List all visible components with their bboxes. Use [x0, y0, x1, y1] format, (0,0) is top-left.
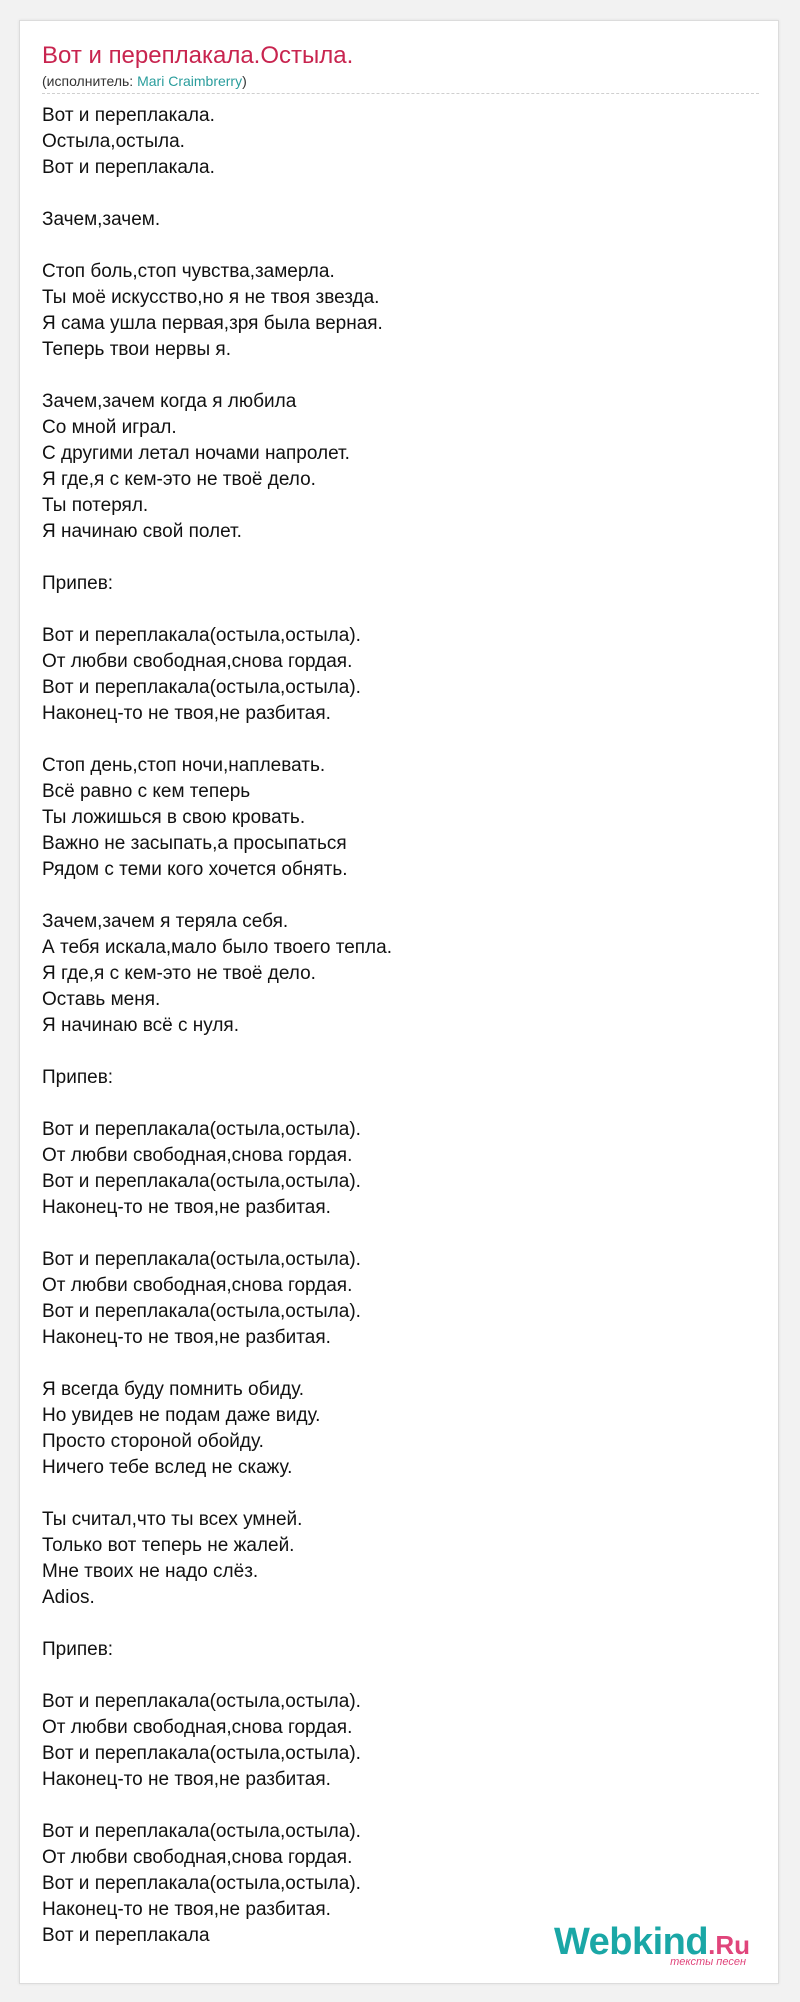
artist-line [42, 73, 247, 89]
lyrics-stanza: Припев: [42, 573, 114, 594]
lyrics-stanza: Вот и переплакала(остыла,остыла). От любви свободная,снова гордая. Вот и переплакала(остыла,остыла). Наконец-то не твоя,не разбитая. [42, 1249, 361, 1348]
artist-prefix: (исполнитель: [42, 73, 138, 89]
lyrics-stanza: Вот и переплакала(остыла,остыла). От любви свободная,снова гордая. Вот и переплакала(остыла,остыла). Наконец-то не твоя,не разбитая. Вот и переплакала [42, 1821, 361, 1946]
lyrics-card [19, 20, 779, 1984]
lyrics-stanza: Зачем,зачем. [42, 209, 161, 230]
song-title: Вот и переплакала.Остыла. [42, 42, 354, 69]
lyrics-stanza: Зачем,зачем я теряла себя. А тебя искала,мало было твоего тепла. Я где,я с кем-это не твоё дело. Оставь меня. Я начинаю всё с нуля. [42, 911, 392, 1036]
lyrics-stanza: Ты считал,что ты всех умней. Только вот теперь не жалей. Мне твоих не надо слёз. Adios. [42, 1509, 303, 1608]
lyrics-stanza: Стоп боль,стоп чувства,замерла. Ты моё искусство,но я не твоя звезда. Я сама ушла первая,зря была верная. Теперь твои нервы я. [42, 261, 383, 360]
artist-link[interactable]: Mari Craimbrerry [137, 73, 243, 89]
lyrics-stanza: Вот и переплакала(остыла,остыла). От любви свободная,снова гордая. Вот и переплакала(остыла,остыла). Наконец-то не твоя,не разбитая. [42, 1119, 361, 1218]
site-logo[interactable] [554, 1923, 750, 1968]
lyrics-stanza: Вот и переплакала. Остыла,остыла. Вот и переплакала. [42, 105, 215, 178]
logo-tagline: тексты песен [670, 1956, 746, 1968]
lyrics-stanza: Вот и переплакала(остыла,остыла). От любви свободная,снова гордая. Вот и переплакала(остыла,остыла). Наконец-то не твоя,не разбитая. [42, 1691, 361, 1790]
lyrics-stanza: Стоп день,стоп ночи,наплевать. Всё равно с кем теперь Ты ложишься в свою кровать. Важно не засыпать,а просыпаться Рядом с теми кого хочется обнять. [42, 755, 348, 880]
lyrics-stanza: Вот и переплакала(остыла,остыла). От любви свободная,снова гордая. Вот и переплакала(остыла,остыла). Наконец-то не твоя,не разбитая. [42, 625, 361, 724]
lyrics-text [42, 103, 762, 1949]
logo-tld: .Ru [708, 1930, 750, 1960]
lyrics-stanza: Я всегда буду помнить обиду. Но увидев не подам даже виду. Просто стороной обойду. Ничего тебе вслед не скажу. [42, 1379, 321, 1478]
artist-suffix: ) [242, 73, 247, 89]
lyrics-stanza: Припев: [42, 1639, 114, 1660]
title-divider [42, 93, 759, 94]
logo-brand: Webkind [553, 1921, 709, 1963]
lyrics-stanza: Припев: [42, 1067, 114, 1088]
lyrics-stanza: Зачем,зачем когда я любила Со мной играл. С другими летал ночами напролет. Я где,я с кем-это не твоё дело. Ты потерял. Я начинаю свой полет. [42, 391, 350, 542]
